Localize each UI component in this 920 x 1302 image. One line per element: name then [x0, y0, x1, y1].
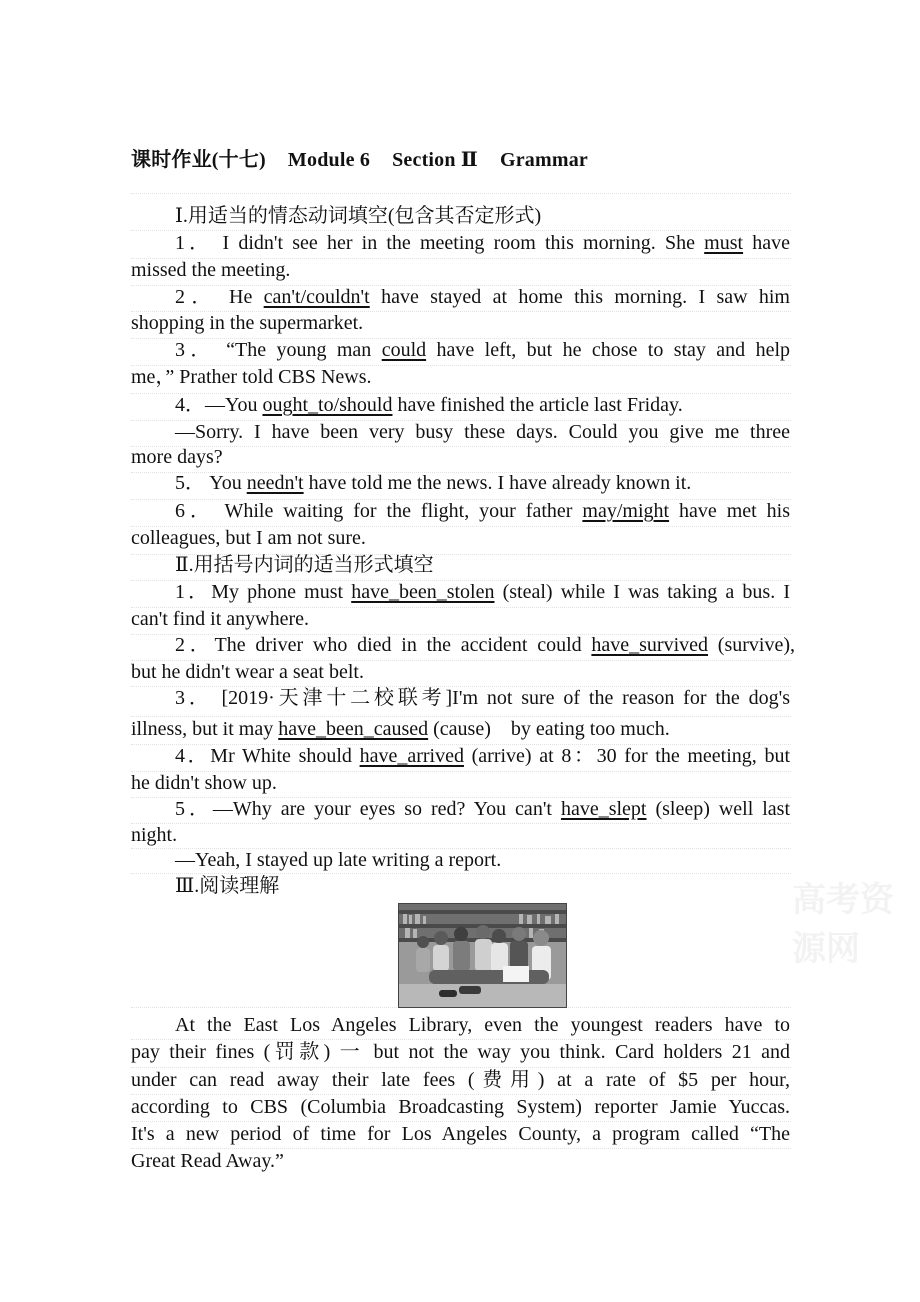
page-title [131, 143, 610, 172]
answer: may/might [582, 500, 670, 522]
answer: have_slept [560, 798, 647, 820]
list-item: 3． “The young man could have left, but he chose to stay and help [175, 339, 790, 361]
answer: have_survived [591, 634, 709, 656]
list-item: 5．—Why are your eyes so red? You can't have_slept (sleep) well last [175, 798, 790, 820]
paragraph-line: At the East Los Angeles Library, even the youngest readers have to [175, 1014, 790, 1036]
list-item: 3． [2019·天津十二校联考]I'm not sure of the reason for the dog's [175, 687, 790, 709]
list-item-continued: but he didn't wear a seat belt. [131, 661, 364, 683]
lesson-label: 课时作业(十七) [131, 149, 266, 171]
answer: have_been_caused [278, 718, 429, 740]
paragraph-line: Great Read Away.” [131, 1150, 284, 1172]
list-item: 2． He can't/couldn't have stayed at home this morning. I saw him [175, 286, 790, 308]
paragraph-line: according to CBS (Columbia Broadcasting System) reporter Jamie Yuccas. [131, 1096, 790, 1118]
list-item-continued: can't find it anywhere. [131, 608, 309, 630]
list-item: 5． You needn't have told me the news. I have already known it. [175, 472, 692, 494]
list-item-continued: colleagues, but I am not sure. [131, 527, 366, 549]
list-item: 1．My phone must have_been_stolen (steal) while I was taking a bus. I [175, 581, 790, 603]
section-label: Section Ⅱ [392, 149, 478, 171]
list-item-continued: missed the meeting. [131, 259, 291, 281]
module-label: Module 6 [287, 149, 371, 171]
part2-heading: Ⅱ.用括号内词的适当形式填空 [175, 554, 434, 576]
list-item: 4．—You ought_to/should have finished the article last Friday. [175, 394, 683, 416]
list-item-continued: night. [131, 824, 178, 846]
part1-heading: Ⅰ.用适当的情态动词填空(包含其否定形式) [175, 205, 542, 227]
paragraph-line: pay their fines (罚款) 一 but not the way you think. Card holders 21 and [131, 1041, 790, 1063]
watermark: 高考资源网 [792, 880, 894, 969]
list-item: 4．Mr White should have_arrived (arrive) at 8：30 for the meeting, but [175, 745, 790, 767]
paragraph-line: under can read away their late fees (费用) at a rate of $5 per hour, [131, 1069, 790, 1091]
list-item-continued: illness, but it may have_been_caused (cause) by eating too much. [131, 718, 670, 740]
answer: have_arrived [359, 745, 464, 767]
divider [131, 193, 791, 194]
list-item-continued: —Sorry. I have been very busy these days. Could you give me three [175, 421, 790, 443]
list-item-continued: me，” Prather told CBS News. [131, 366, 372, 388]
answer: could [381, 339, 427, 361]
topic-label: Grammar [499, 149, 588, 171]
list-item-continued: more days? [131, 446, 223, 468]
list-item-continued: shopping in the supermarket. [131, 312, 364, 334]
answer: must [704, 232, 744, 254]
answer: needn't [246, 472, 304, 494]
part3-heading: Ⅲ.阅读理解 [175, 875, 280, 897]
paragraph-line: It's a new period of time for Los Angeles County, a program called “The [131, 1123, 790, 1145]
answer: ought_to/should [262, 394, 393, 416]
list-item-continued: —Yeah, I stayed up late writing a report. [175, 849, 502, 871]
library-photo [398, 903, 567, 1008]
list-item: 6． While waiting for the flight, your father may/might have met his [175, 500, 790, 522]
answer: can't/couldn't [263, 286, 370, 308]
children-reading-image [399, 904, 566, 1007]
answer: have_been_stolen [351, 581, 495, 603]
list-item-continued: he didn't show up. [131, 772, 277, 794]
list-item: 1． I didn't see her in the meeting room this morning. She must have [175, 232, 790, 254]
list-item: 2．The driver who died in the accident could have_survived (survive), [175, 634, 795, 656]
